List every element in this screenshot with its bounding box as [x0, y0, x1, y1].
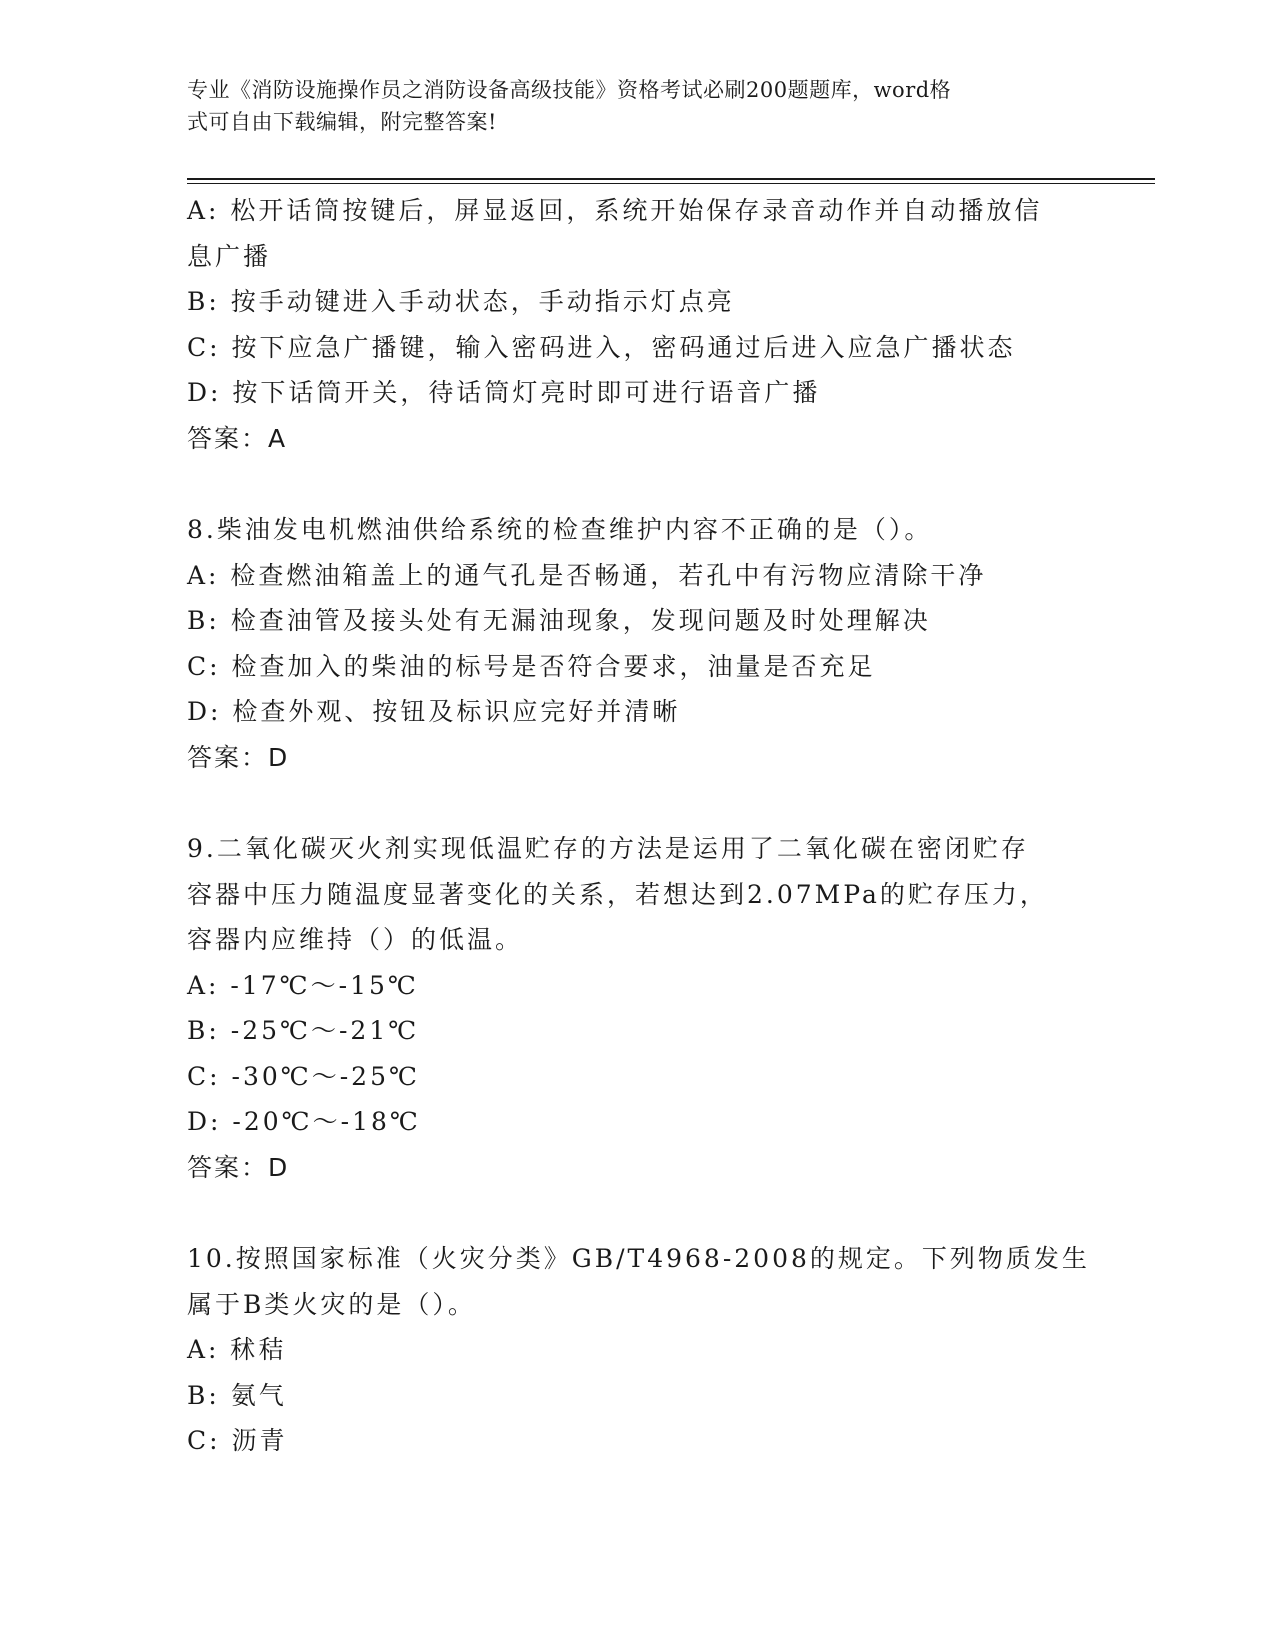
spacer [187, 780, 1087, 826]
option-d: D: 按下话筒开关，待话筒灯亮时即可进行语音广播 [187, 378, 821, 407]
question-8 [187, 507, 1087, 780]
option-a-line-2: 息广播 [187, 241, 272, 271]
spacer [187, 461, 1087, 507]
option-b: B: 氨气 [187, 1380, 287, 1410]
header-divider-thick [187, 178, 1155, 180]
question-7-continued [187, 188, 1087, 461]
option-d: D: -20℃～-18℃ [187, 1107, 421, 1136]
option-c: C: -30℃～-25℃ [187, 1061, 420, 1091]
option-c: C: 沥青 [187, 1426, 288, 1455]
document-body [187, 188, 1090, 1464]
option-b: B: -25℃～-21℃ [187, 1016, 420, 1045]
option-b: B: 检查油管及接头处有无漏油现象，发现问题及时处理解决 [187, 606, 931, 635]
question-10 [187, 1236, 1090, 1464]
option-c: C: 检查加入的柴油的标号是否符合要求，油量是否充足 [187, 651, 876, 681]
option-b: B: 按手动键进入手动状态，手动指示灯点亮 [187, 287, 735, 316]
question-stem-line-1: 10.按照国家标准（火灾分类》GB/T4968-2008的规定。下列物质发生 [187, 1244, 1090, 1273]
question-9 [187, 826, 1087, 1190]
spacer [187, 1190, 1087, 1236]
option-a: A: 秫秸 [187, 1335, 287, 1364]
option-a-line-1: A: 松开话筒按键后，屏显返回，系统开始保存录音动作并自动播放信 [187, 196, 1043, 225]
question-stem-line-2: 属于B类火灾的是（）。 [187, 1289, 476, 1319]
answer: 答案：D [187, 742, 290, 772]
option-c: C: 按下应急广播键，输入密码进入，密码通过后进入应急广播状态 [187, 332, 1016, 362]
option-d: D: 检查外观、按钮及标识应完好并清晰 [187, 697, 681, 726]
question-stem: 8.柴油发电机燃油供给系统的检查维护内容不正确的是（）。 [187, 515, 933, 544]
document-header [187, 74, 1067, 138]
option-a: A: 检查燃油箱盖上的通气孔是否畅通，若孔中有污物应清除干净 [187, 560, 987, 590]
answer: 答案：A [187, 423, 288, 453]
question-stem-line-1: 9.二氧化碳灭火剂实现低温贮存的方法是运用了二氧化碳在密闭贮存 [187, 834, 1029, 863]
header-divider-thin [187, 183, 1155, 184]
option-a: A: -17℃～-15℃ [187, 970, 419, 1000]
question-stem-line-2: 容器中压力随温度显著变化的关系，若想达到2.07MPa的贮存压力， [187, 879, 1048, 909]
question-stem-line-3: 容器内应维持（）的低温。 [187, 925, 524, 954]
answer: 答案：D [187, 1152, 290, 1182]
header-line-1: 专业《消防设施操作员之消防设备高级技能》资格考试必刷200题题库，word格 [187, 78, 952, 102]
header-line-2: 式可自由下载编辑，附完整答案! [187, 110, 497, 134]
